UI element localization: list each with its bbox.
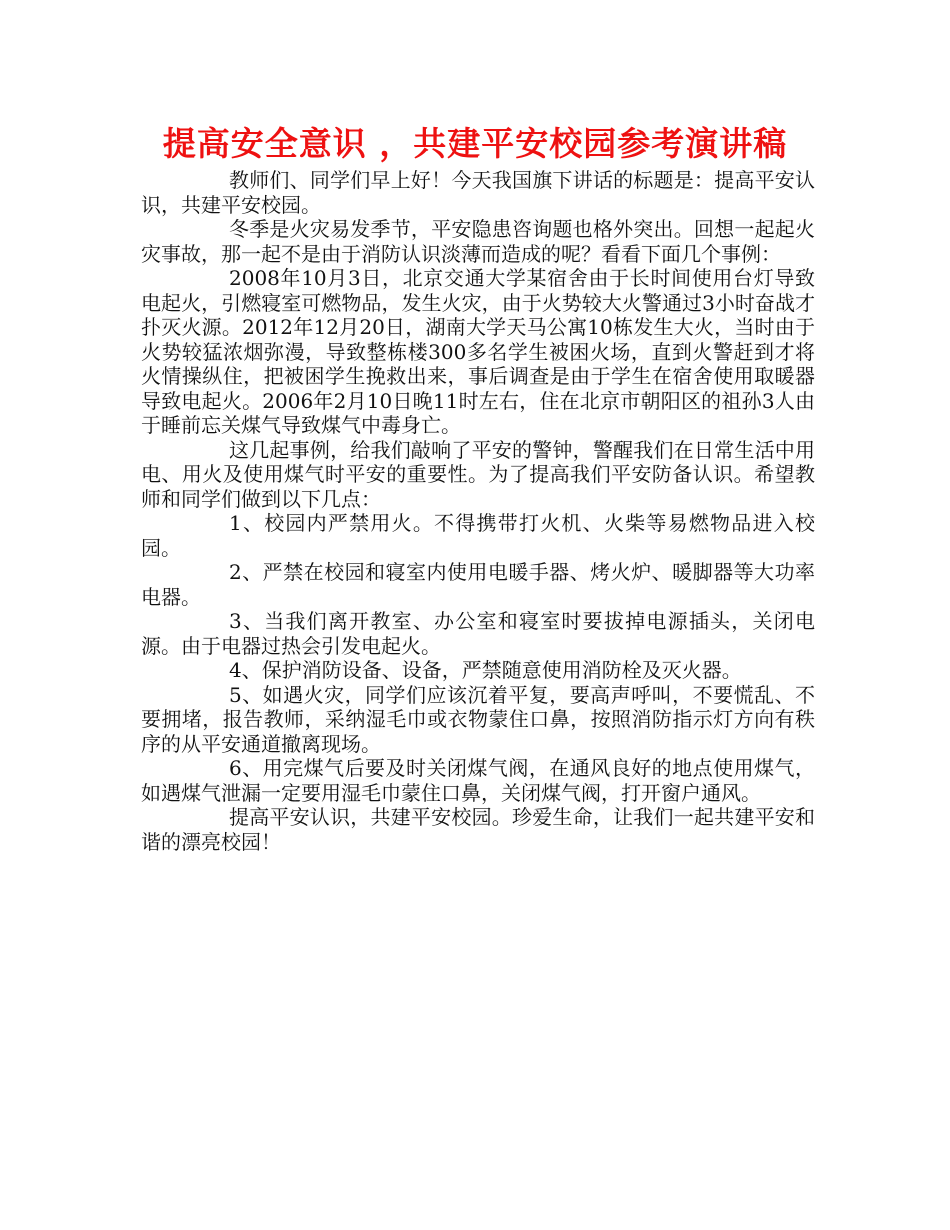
list-item-rule-5: 5、如遇火灾，同学们应该沉着平复，要高声呼叫，不要慌乱、不要拥堵，报告教师，采纳湿毛巾或衣物蒙住口鼻，按照消防指示灯方向有秩序的从平安通道撤离现场。 [141,682,815,756]
list-item-rule-3: 3、当我们离开教室、办公室和寝室时要拔掉电源插头，关闭电源。由于电器过热会引发电起火。 [141,609,815,658]
list-item-rule-1: 1、校园内严禁用火。不得携带打火机、火柴等易燃物品进入校园。 [141,511,815,560]
paragraph-greeting: 教师们、同学们早上好！今天我国旗下讲话的标题是：提高平安认识，共建平安校园。 [141,168,815,217]
document-body [141,168,815,854]
paragraph-warning: 这几起事例，给我们敲响了平安的警钟，警醒我们在日常生活中用电、用火及使用煤气时平安的重要性。为了提高我们平安防备认识。希望教师和同学们做到以下几点： [141,437,815,511]
list-item-rule-4: 4、保护消防设备、设备，严禁随意使用消防栓及灭火器。 [229,658,742,682]
paragraph-closing: 提高平安认识，共建平安校园。珍爱生命，让我们一起共建平安和谐的漂亮校园！ [141,805,815,854]
list-item-rule-2: 2、严禁在校园和寝室内使用电暖手器、烤火炉、暖脚器等大功率电器。 [141,560,815,609]
list-item-rule-6: 6、用完煤气后要及时关闭煤气阀，在通风良好的地点使用煤气，如遇煤气泄漏一定要用湿毛巾蒙住口鼻，关闭煤气阀，打开窗户通风。 [141,756,815,805]
paragraph-fire-incidents: 2008年10月3日，北京交通大学某宿舍由于长时间使用台灯导致电起火，引燃寝室可燃物品，发生火灾，由于火势较大火警通过3小时奋战才扑灭火源。2012年12月20日，湖南大学天马公寓10栋发生大火，当时由于火势较猛浓烟弥漫，导致整栋楼300多名学生被困火场，直到火警赶到才将火情操纵住，把被困学生挽救出来，事后调查是由于学生在宿舍使用取暖器导致电起火。2006年2月10日晚11时左右，住在北京市朝阳区的祖孙3人由于睡前忘关煤气导致煤气中毒身亡。 [141,266,815,437]
document-title: 提高安全意识 ，共建平安校园参考演讲稿 [162,124,788,163]
paragraph-winter-fire-season: 冬季是火灾易发季节，平安隐患咨询题也格外突出。回想一起起火灾事故，那一起不是由于消防认识淡薄而造成的呢？看看下面几个事例： [141,217,815,266]
